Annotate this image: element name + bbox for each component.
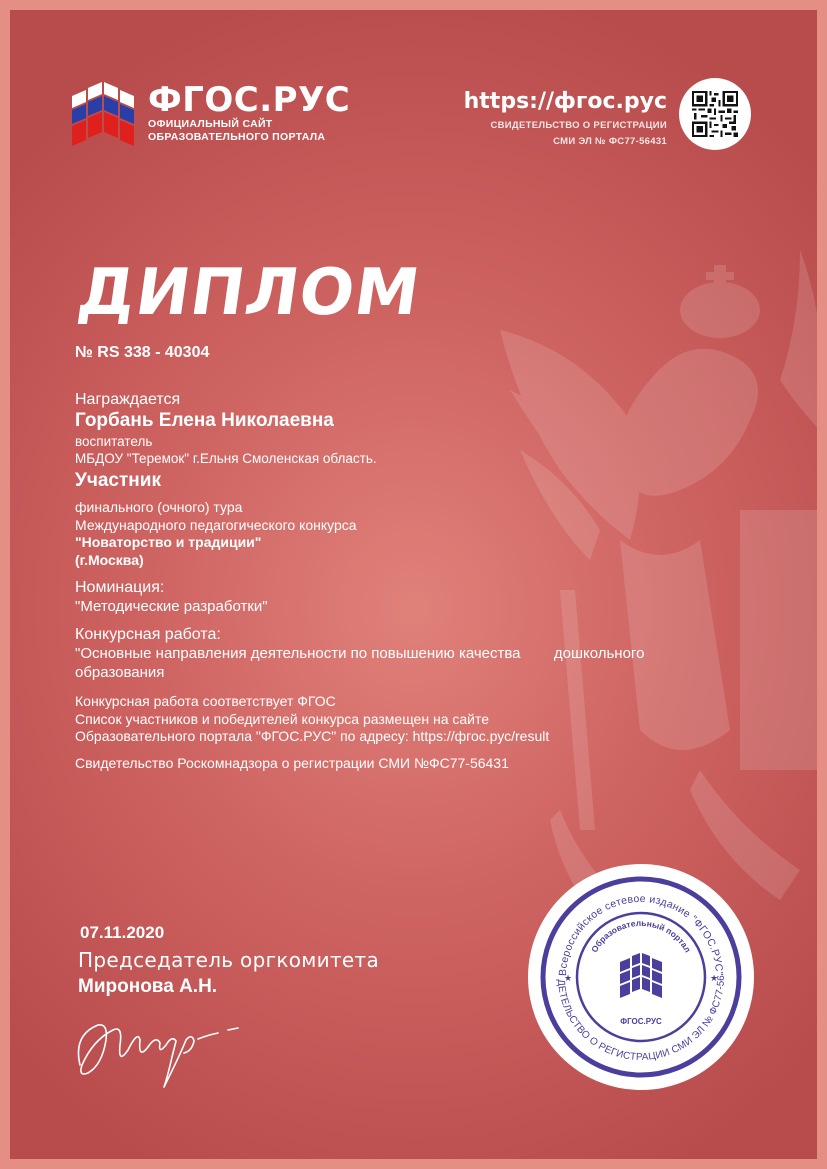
seal-outer-text: Всероссийское сетевое издание "ФГОС.РУС" — [556, 892, 726, 977]
seal-bottom-text: ДЕТЕЛЬСТВО О РЕГИСТРАЦИИ СМИ ЭЛ № ФС77-56 — [554, 974, 728, 1064]
nomination-label: Номинация: — [75, 579, 165, 596]
svg-text:★: ★ — [563, 973, 573, 983]
qr-badge[interactable] — [679, 78, 751, 150]
contest-type: Международного педагогического конкурса — [75, 516, 357, 533]
recipient-organization: МБДОУ "Теремок" г.Ельня Смоленская область. — [75, 451, 377, 466]
seal-buildings-icon — [620, 953, 662, 998]
flag-buildings-icon — [72, 82, 134, 154]
official-seal — [528, 864, 754, 1090]
seal-center-label: ФГОС.РУС — [620, 1017, 662, 1026]
logo-subtitle-1: ОФИЦИАЛЬНЫЙ САЙТ — [148, 118, 273, 130]
diploma-content — [75, 343, 735, 772]
diploma-date: 07.11.2020 — [80, 923, 165, 942]
note-address: Образовательного портала "ФГОС.РУС" по адресу: https://фгос.рус/result — [75, 728, 550, 744]
diploma-number: № RS 338 - 40304 — [75, 344, 210, 361]
note-list: Список участников и победителей конкурса размещен на сайте — [75, 710, 490, 727]
note-registration: Свидетельство Роскомнадзора о регистрации СМИ №ФС77-56431 — [75, 754, 509, 771]
awarded-label: Награждается — [75, 391, 181, 408]
chair-title: Председатель оргкомитета — [78, 948, 380, 972]
award-status: Участник — [75, 470, 161, 491]
qr-code-icon — [692, 91, 738, 137]
recipient-name: Горбань Елена Николаевна — [75, 410, 334, 431]
contest-round: финального (очного) тура — [75, 499, 243, 515]
site-info — [464, 88, 667, 148]
svg-text:Всероссийское сетевое издание — [557, 893, 725, 976]
fgos-logo — [72, 82, 350, 154]
site-registration-2: СМИ ЭЛ № ФС77-56431 — [553, 136, 667, 147]
diploma-title: ДИПЛОМ — [73, 256, 425, 330]
seal-inner-text: Образовательный портал — [589, 917, 693, 955]
logo-title: ФГОС.РУС — [148, 80, 351, 120]
chair-name: Миронова А.Н. — [78, 976, 218, 997]
signature-icon — [68, 995, 243, 1095]
contest-city: (г.Москва) — [75, 551, 144, 568]
site-registration-1: СВИДЕТЕЛЬСТВО О РЕГИСТРАЦИИ — [490, 120, 667, 131]
work-title-line-2: образования — [75, 664, 165, 681]
contest-name: "Новаторство и традиции" — [75, 534, 262, 550]
work-label: Конкурсная работа: — [75, 626, 221, 643]
nomination-value: "Методические разработки" — [75, 598, 268, 615]
recipient-position: воспитатель — [75, 434, 153, 449]
note-fgos: Конкурсная работа соответствует ФГОС — [75, 693, 336, 709]
site-url-link[interactable]: https://фгос.рус — [463, 89, 667, 114]
svg-text:★: ★ — [709, 973, 719, 983]
seal-stamp-icon — [528, 864, 754, 1090]
work-title-line-1: "Основные направления деятельности по повышению качества дошкольного — [75, 645, 645, 662]
logo-subtitle-2: ОБРАЗОВАТЕЛЬНОГО ПОРТАЛА — [148, 131, 326, 143]
